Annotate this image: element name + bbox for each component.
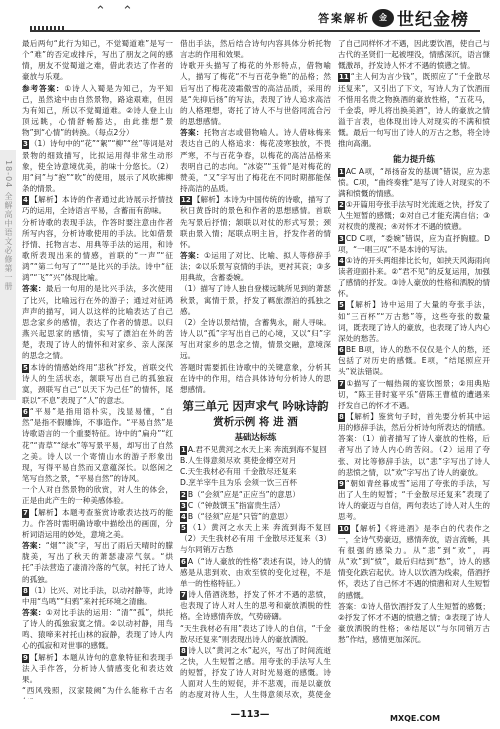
answer-paragraph [338,344,490,377]
answer-paragraph [180,60,331,127]
answer-text: A.君不见黄河之水天上来 奔流到海不复回 [187,445,327,454]
question-number-tag: 8 [339,413,344,421]
answer-paragraph [180,444,331,455]
answer-paragraph [180,466,331,477]
answer-paragraph [180,522,331,555]
answer-paragraph [180,362,331,395]
answer-text: “平易”是指用语朴实，浅显易懂，“自然”是指不假雕饰，不事造作。“平易自然”是诗歌语言的一个重要特征。诗中的“扁舟”“红花”“青草”“绿水”等写景平易，却写出了自然之美。诗人以一个寄情山水的游子形象出现，写得平易自然而又意蕴深长。以悠闲之笔写自然之景，“平易自然”的诗风。 [22,407,173,484]
answer-text: 诗歌开头描写了梅花的外形特点，借物喻人，描写了梅花“不与百花争艳”的品格；然后写出了梅花凌霜傲雪的高洁品质，采用的是“先抑后扬”的写法，表现了诗人追求高洁的人格理想，寄托了诗人不与世俗同流合污的思想感情。 [180,61,331,127]
answer-paragraph [180,38,331,60]
answer-text: 一个人对自然景物的欣赏，对人生的体会，正是由此产生的一种美感体验。 [22,485,173,506]
answer-text: 本诗的情感始终用“悲秋”抒发，首联交代诗人的生活状态，颔联写出自己的孤独寂寞，颈联写自己“以天下为己任”的情怀，尾联以“不息”表现了“人”的意志。 [22,362,173,405]
answer-paragraph [180,556,331,589]
answer-text: CD C项，“委婉”错误，应为直抒胸臆。D项，“一唱三叹”不是本诗的写法。 [338,233,490,254]
answer-text: C.天生我材必有用 千金散尽还复来 [180,467,297,477]
brand-logo-icon: 金 [372,9,394,27]
answer-paragraph [22,83,173,139]
answer-paragraph [22,138,173,194]
header-title: 答案解析 [318,12,370,25]
answer-paragraph [180,623,331,645]
answer-paragraph [22,607,173,652]
question-number-tag: 5 [339,301,344,310]
question-number-tag: 7 [181,591,186,600]
question-number-tag: 1 [181,446,186,454]
answer-paragraph [22,217,173,284]
question-number-tag: 8 [181,646,186,655]
answer-key-label: 答案： [22,284,46,294]
answer-text: ①运用了对比、比喻、拟人等修辞手法；②以乐景写哀情的手法，更衬其哀；③多用典故，含蓄委婉。 [180,250,331,283]
answer-paragraph [22,283,173,361]
answer-text: 答案：①诗人借饮酒抒发了人生短暂的感慨；②抒发了怀才不遇的愤懑之情；③表现了诗人豪放洒脱的性格；④结尾以“与尔同销万古愁”作结，感情更加深沉。 [338,601,490,645]
answer-paragraph [180,250,331,283]
column-middle [180,38,331,699]
answer-text: “朝如青丝暮成雪”运用了夸张的手法，写出了人生的短暂；“千金散尽还复来”表现了诗人的豪迈与自信，两句表达了诗人对人生的思考。 [338,478,490,522]
answer-text: （1）比兴、对比手法，以动衬静等，此诗中用“鸟鸣”“归鸦”来衬托环境之清幽。 [22,585,173,606]
answer-paragraph [338,199,490,232]
answer-paragraph [338,166,490,199]
answer-paragraph [338,601,490,646]
question-number-tag: 2 [339,201,344,210]
answer-paragraph [22,38,173,83]
question-number-tag: 5 [181,524,186,533]
answer-text: 诗人以“黄河之水”起兴，写出了时间流逝之快，人生短暂之感。用夸张的手法写人生的短暂，抒发了诗人对时光易逝的感慨。诗人面对人生的短促，并不悲观，而是以豪放的态度对待人生，人生得意须尽欢，莫使金 [180,645,331,699]
question-number-tag: 9 [339,479,344,488]
answer-text: 托物言志或借物喻人。诗人借咏梅来表达自己的人格追求：梅花凌寒独放，不畏严寒，不与百花争春，以梅花的高洁品格来表明自己的志向。“冰姿”“玉骨”是对梅花的赞美，“又”字写出了梅花在不同时期都能保持高洁的品质。 [180,128,331,194]
page-number: —113— [230,709,270,720]
answer-paragraph [338,255,490,300]
answer-text: 借出手法，然后结合诗句内容具体分析托物言志的作用和效果。 [180,39,331,60]
page-header [0,0,500,34]
answer-paragraph [338,433,490,478]
answer-paragraph [22,484,173,506]
answer-paragraph [338,233,490,255]
answer-paragraph [180,500,331,511]
column-left [22,38,173,699]
answer-paragraph [22,652,173,685]
answer-text: 【解析】鉴赏句子时，首先要分析其中运用的修辞手法，然后分析诗句所表达的情感。 [338,412,490,433]
question-number-tag: 5 [23,363,28,372]
answer-paragraph [180,477,331,488]
answer-paragraph [180,645,331,699]
answer-text: 分析诗歌的表现手法，作答时要注意由作者所写内容，分析诗歌使用的手法。比如借景抒情、托物言志、用典等手法的运用，和诗歌所表现出来的情感，首联的“一声”“征鸿”“第二句写了”“”是比兴的手法。诗中“征鸿”“飞”“兴”体现比喻。 [22,217,173,283]
answer-text: 最后一句用的是比兴手法，多次使用了比兴，比喻远行在外的游子；通过对征鸿声声的描写，词人以这样的比喻表达了自己思念家乡的感情，表达了作者的情思。以归燕兴起思家的感情，实写了漂泊在外的苦楚，表现了诗人的情怀和对家乡、亲人深深的思念之情。 [22,284,173,361]
answer-paragraph [338,38,490,71]
answer-text: （1）黄河之水天上来 奔流到海不复回（2）天生我材必有用 千金散尽还复来（3）与尔同销万古愁 [180,523,331,555]
question-number-tag: 7 [23,508,28,517]
answer-text: B（“径须”应是“只管”的意思） [187,511,293,521]
answer-text: “西风残照，汉家陵阙”为什么能称千古名 [22,686,173,696]
question-number-tag: 10 [339,524,349,533]
answer-text: ①开篇用夸张手法写时光流逝之快，抒发了人生短暂的感慨；②对自己才能充满自信；③对权贵的蔑视；④对怀才不遇的愤懑。 [338,200,490,232]
answer-paragraph [22,540,173,585]
answer-text: 最后两句“此行为知己，不觉蜀道难”是写一个“难”的否定或排斥，写出了朋友之间的感情，朋友不觉蜀道之难，借此表达了作者的豪放与乐观。 [22,39,173,82]
question-number-tag: 6 [339,346,344,355]
column-right [338,38,490,699]
watermark: MXQE.COM [390,714,441,723]
answer-text: ①诗的开头两组排比长句，如挟天风海雨向读者迎面扑来。②“君不见”的反复运用，加强了感情的抒发。③诗人豪放的性格和洒脱的情怀。 [338,255,490,299]
header-rule [30,30,480,32]
question-number-tag: 3 [23,140,28,149]
answer-key-label: 答案： [180,250,205,260]
question-number-tag: 3 [339,234,344,243]
answer-text: D.烹羊宰牛且为乐 会须一饮三百杯 [180,478,297,488]
answer-text: 【解析】本题考查鉴赏诗歌表达技巧的能力。作答时需明确诗歌中描绘出的画面，分析词语运用的妙处，意境之美。 [22,507,173,539]
answer-text: A（“诗人豪放的性格”表述有误，诗人的情感是从悲到欢、由欢至愤的变化过程，不是单一的性格特征。） [180,556,331,588]
question-number-tag: 4 [339,256,344,265]
answer-text: 【解析】《将进酒》是李白的代表作之一，全诗气势豪迈，感情奔放，语言流畅，具有很强的感染力。从“悲”到“欢”，再从“欢”到“愤”，最后归结到“愁”，诗人的感情变化跌宕起伏。诗人以饮酒为线索，借酒抒怀，表达了自己怀才不遇的愤懑和对人生短暂的感慨。 [338,523,490,600]
answer-text: “主人何为言少钱”，既照应了“千金散尽还复来”，又引出了下文，写诗人为了饮酒而不惜用名贵之物换酒的豪放性格，“五花马，千金裘，呼儿将出换美酒”，诗人的豪放之情溢于言表，也体现出诗人对现实的不满和愤慨。最后一句写出了诗人的万古之愁，将全诗推向高潮。 [338,72,490,149]
answer-key-label: 参考答案： [22,83,65,93]
answer-paragraph [180,127,331,194]
answer-key-label: 答案： [22,607,46,617]
unit-title: 第三单元 因声求气 吟咏诗韵 [182,399,329,413]
answer-text: （1）描写了诗人独自登楼远眺所见到的萧瑟秋景，寓情于景，抒发了羁旅漂泊的孤独之感。 [180,284,331,316]
question-number-tag: 1 [339,167,344,176]
answer-text: B.人生得意须尽欢 莫使金樽空对月 [180,456,297,466]
question-number-tag: 6 [23,408,28,417]
answer-text: 答题时需要抓住诗歌中的关键意象，分析其在诗中的作用，结合具体诗句分析诗人的思想感情。 [180,362,331,394]
answer-paragraph [180,489,331,500]
question-number-tag: 6 [181,557,186,566]
answer-paragraph [22,685,173,699]
answer-text: AC A项，“昂扬奋发的基调”错误，应为悲愤。C项，“曲终奏雅”是写了诗人对现实的不满和愤慨的情感。 [338,166,490,198]
answer-text: 【解析】本题从诗句的意象特征和表现手法入手作答，分析诗人情感变化和表达效果。 [22,652,173,684]
answer-text: ①诗人入蜀是为知己，为平知己，虽然途中由自然景物，路途艰难，但因为有知己，所以不觉蜀道难。②诗人登上山顶远眺，心情舒畅豁达，由此推想“景物”到“心情”的转换。（每点2分） [22,83,173,138]
question-number-tag: 2 [181,490,186,499]
answer-paragraph [22,406,173,484]
birds-icon: ⌃ ⌃ [95,4,139,19]
answer-text: 诗人借酒浇愁，抒发了怀才不遇的悲愤，也表现了诗人对人生的思考和豪放洒脱的性格。全诗感情奔放，气势磅礴。 [180,590,331,622]
answer-key-label: 答案： [22,541,46,551]
answer-text: 了自己同样怀才不遇，因此要饮酒，使自己与古代的圣贤们一起被埋没，情感深沉，语言慷慨激昂，抒发诗人怀才不遇的愤懑之情。 [338,39,490,71]
section-title: 基础达标练 [234,432,277,442]
question-number-tag: 3 [181,501,186,510]
answer-paragraph [180,455,331,466]
answer-text: （1）诗句中的“花”“絮”“柳”“丝”等词是对景物的细致描写，比拟运用得非常生动形象，使全诗意境优美，韵味十分悠长。（2）用“问”与“抱”“吹”的使用，展示了风吹拂柳条的情景。 [22,139,173,194]
question-number-tag: 4 [23,196,28,205]
answer-paragraph [180,283,331,316]
section-band: 能力提升练 [393,153,435,164]
answer-text: ①对比手法的运用：“清”“孤”，烘托了诗人的孤独寂寞之情。②以动衬静，用鸟鸣、猿啼来衬托山林的寂静，表现了诗人内心的孤寂和对世事的感慨。 [22,607,173,651]
answer-paragraph [338,523,490,601]
answer-paragraph [22,585,173,607]
answer-paragraph [338,478,490,523]
question-number-tag: 7 [339,379,344,388]
question-number-tag: 12 [181,196,191,205]
answer-text: C（“钟鼓馔玉”指富贵生活） [187,500,285,510]
question-number-tag: 11 [339,73,349,82]
answer-paragraph [180,511,331,522]
answer-paragraph [180,194,331,250]
answer-paragraph [180,317,331,362]
question-number-tag: 8 [23,586,28,595]
answer-paragraph [22,362,173,407]
answer-text: 【解析】本诗为中国传统的诗歌，描写了秋日黄昏时的景色和作者的思想感情。首联先写景后抒情；颔联以对仗的形式写景；颈联由景入情；尾联点明主旨，抒发作者的情怀。 [180,195,331,249]
answer-text: 【解析】诗中运用了大量的夸张手法，如“三百杯”“万古愁”等，这些夸张的数量词，既表现了诗人的豪放，也表现了诗人内心深处的愁苦。 [338,300,490,343]
answer-paragraph [338,411,490,433]
unit-subtitle: 赏析示例 将 进 酒 [213,416,298,428]
answer-text: BE B项，诗人的愁不仅仅是个人的愁，还包括了对历史的感慨。E项，“结尾照应开头”说法错误。 [338,345,490,377]
answer-text: 答案：（1）前者描写了诗人豪放的性格，后者写出了诗人内心的苦闷。（2）运用了夸张、对比等修辞手法，以“悲”字写出了诗人的悲愤之情，以“欢”字写出了诗人的豪放。 [338,434,490,477]
answer-text: B（“会须”应是“正应当”的意思） [187,489,300,499]
answer-text: “烟”“淡”字，写出了雨后天晴时的朦胧美，写出了秋天的萧瑟凄凉气氛。“烘托”手法营造了凄清冷落的气氛，衬托了诗人的孤独。 [22,541,173,584]
brand [372,5,469,30]
answer-paragraph [22,507,173,540]
answer-text: 【解析】本诗的作者通过此诗展示抒情技巧的运用，全诗语言平易，含蓄而有韵味。 [22,195,173,216]
answer-paragraph [338,71,490,149]
question-number-tag: 4 [181,512,186,521]
answer-text: “天生我材必有用”表达了诗人的自信，“千金散尽还复来”则表现出诗人的豪放洒脱。 [180,623,331,644]
brand-name: 世纪金榜 [397,10,469,30]
side-tab-text: 18-04 全解高中语文必修第一册 [4,160,13,291]
answer-paragraph [338,299,490,344]
answer-paragraph [180,589,331,622]
answer-key-label: 答案： [180,128,204,138]
answer-text: （2）全诗以景结情，含蓄隽永，耐人寻味。诗人以“孤”字写出自己的心境，又以“归”字写出对家乡的思念之情，情景交融，意境深远。 [180,317,331,361]
answer-paragraph [338,378,490,411]
question-number-tag: 9 [23,653,28,662]
answer-paragraph [22,194,173,216]
answer-text: ①描写了一幅热闹的宴饮图景；②用典贴切，“陈王昔时宴平乐”借陈王曹植的遭遇来抒发自己的怀才不遇。 [338,378,490,410]
